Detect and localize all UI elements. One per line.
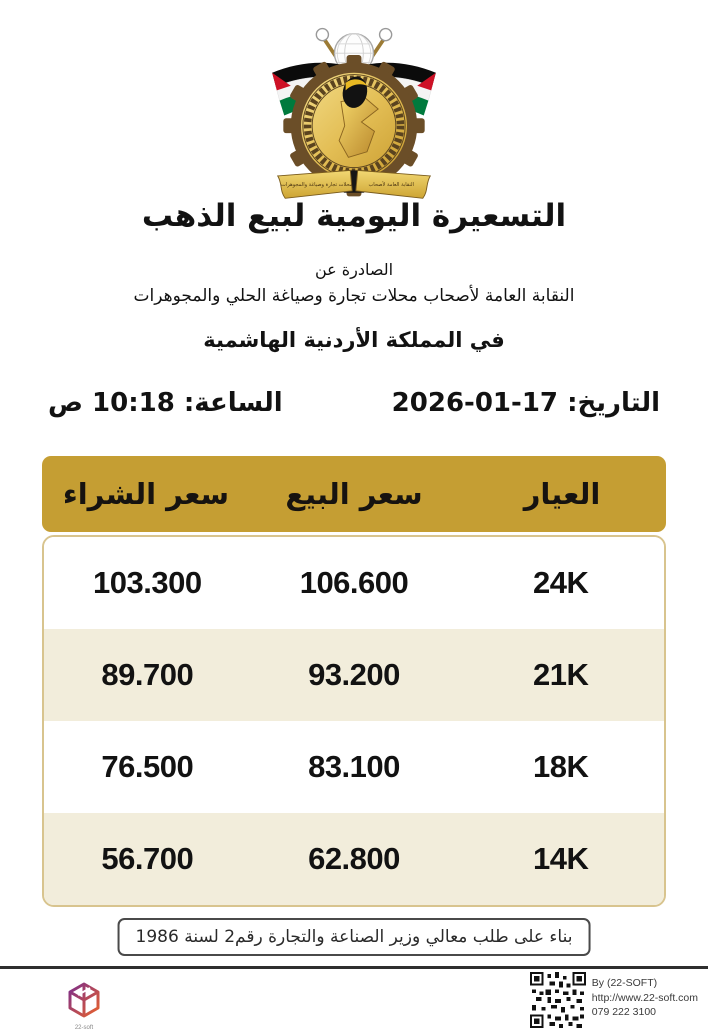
brand-text: 22-soft [74,1025,94,1031]
date-value: 17-01-2026 [391,388,559,418]
ribbon-text-right: النقابة العامة لأصحاب [368,182,414,189]
table-row [44,721,664,813]
cube-logo-icon [64,980,104,1020]
header-sell-price: سعر البيع [285,477,423,511]
syndicate-name-line: النقابة العامة لأصحاب محلات تجارة وصياغة الحلي والمجوهرات [133,286,575,306]
sell-price-value: 62.800 [308,841,400,876]
qr-code-icon [530,972,586,1028]
footer-divider [0,966,708,969]
syndicate-emblem-icon [244,16,464,202]
sell-price-value: 93.200 [308,657,400,692]
karat-value: 14K [532,841,589,876]
buy-price-value: 89.700 [101,657,194,692]
table-row [44,537,664,629]
time-value: 10:18 ص [48,388,175,418]
time-label: الساعة: [183,388,283,418]
kingdom-line: في المملكة الأردنية الهاشمية [203,328,505,352]
ministerial-note: بناء على طلب معالي وزير الصناعة والتجارة رقم2 لسنة 1986 [118,918,591,956]
emblem [244,16,464,202]
ribbon-text-left: محلات تجارة وصياغة والمجوهرات [281,182,353,189]
page-title: التسعيرة اليومية لبيع الذهب [141,198,567,234]
sell-price-value: 83.100 [308,749,400,784]
time-field [48,388,283,418]
buy-price-value: 103.300 [93,565,202,600]
gold-price-table [42,456,666,907]
credit-text [592,972,698,1020]
karat-value: 24K [532,565,589,600]
table-body [42,535,666,907]
table-row [44,813,664,905]
karat-value: 18K [532,749,589,784]
issued-by-line: الصادرة عن [314,260,394,279]
brand-logo [56,980,112,1031]
table-row [44,629,664,721]
credit-phone: 079 222 3100 [591,1006,657,1019]
table-header-row [42,456,666,532]
header-karat: العيار [523,477,601,511]
credit-block [530,972,698,1028]
credit-by: By (22-SOFT) [591,977,658,989]
karat-value: 21K [532,657,589,692]
date-field [392,388,660,418]
date-time-line [48,388,660,418]
date-label: التاريخ: [567,388,660,418]
buy-price-value: 76.500 [101,749,194,784]
credit-url: http://www.22-soft.com [591,991,698,1004]
buy-price-value: 56.700 [101,841,194,876]
header-buy-price: سعر الشراء [62,477,230,511]
sell-price-value: 106.600 [299,565,409,600]
